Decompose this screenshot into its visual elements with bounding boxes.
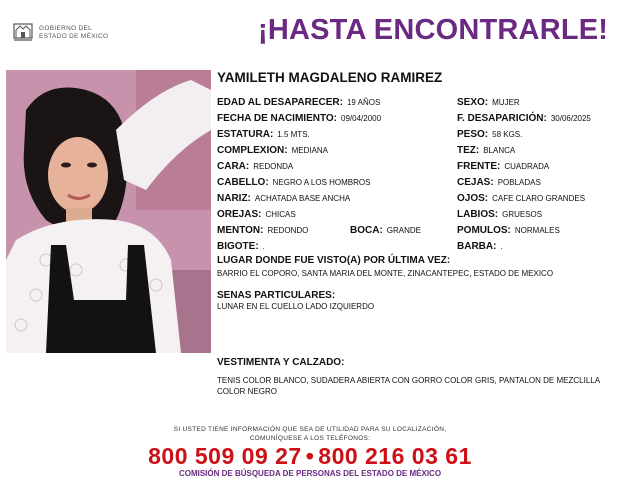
field-value: ACHATADA BASE ANCHA — [254, 194, 351, 203]
government-logo — [12, 20, 122, 46]
person-name: YAMILETH MAGDALENO RAMIREZ — [217, 70, 443, 85]
field-value: POBLADAS — [497, 178, 541, 187]
field-menton — [217, 223, 308, 237]
field-value: 1.5 MTS. — [277, 130, 310, 139]
field-cejas — [457, 175, 541, 189]
field-label: BIGOTE: — [217, 241, 259, 252]
field-value: CUADRADA — [504, 162, 550, 171]
field-value: MUJER — [492, 98, 520, 107]
field-label: COMPLEXION: — [217, 145, 288, 156]
field-label: LABIOS: — [457, 209, 499, 220]
field-value: MEDIANA — [291, 146, 329, 155]
phone-separator: • — [305, 443, 315, 469]
field-label: SEXO: — [457, 97, 489, 108]
field-estatura — [217, 127, 310, 141]
field-cara — [217, 159, 293, 173]
field-label: EDAD AL DESAPARECER: — [217, 97, 343, 108]
clothing-value: TENIS COLOR BLANCO, SUDADERA ABIERTA CON GORRO COLOR GRIS, PANTALON DE MEZCLILLA COLOR NEGRO — [217, 376, 600, 396]
state-emblem-icon — [12, 20, 34, 42]
field-nacimiento — [217, 111, 381, 125]
field-desaparicion — [457, 111, 591, 125]
field-label: CABELLO: — [217, 177, 269, 188]
field-label: MENTON: — [217, 225, 264, 236]
field-value: . — [262, 242, 265, 251]
field-label: PESO: — [457, 129, 489, 140]
field-label: FRENTE: — [457, 161, 501, 172]
field-label: OREJAS: — [217, 209, 262, 220]
footer-note-line-1: SI USTED TIENE INFORMACIÓN QUE SEA DE UTILIDAD PARA SU LOCALIZACIÓN, — [173, 426, 447, 433]
field-barba — [457, 239, 503, 253]
phone-number-1[interactable]: 800 509 09 27 — [148, 443, 302, 469]
clothing-title: VESTIMENTA Y CALZADO: — [217, 357, 345, 368]
field-labios — [457, 207, 542, 221]
commission-name: COMISIÓN DE BÚSQUEDA DE PERSONAS DEL ESTADO DE MÉXICO — [178, 469, 442, 478]
field-value: BLANCA — [483, 146, 516, 155]
field-peso — [457, 127, 522, 141]
headline: ¡HASTA ENCONTRARLE! — [258, 14, 609, 46]
field-label: NARIZ: — [217, 193, 251, 204]
field-cabello — [217, 175, 370, 189]
field-value: GRANDE — [386, 226, 422, 235]
field-bigote — [217, 239, 265, 253]
field-boca — [350, 223, 421, 237]
field-value: REDONDO — [267, 226, 309, 235]
last-seen-title: LUGAR DONDE FUE VISTO(A) POR ÚLTIMA VEZ: — [217, 255, 451, 266]
field-label: FECHA DE NACIMIENTO: — [217, 113, 337, 124]
field-orejas — [217, 207, 296, 221]
field-value: CAFE CLARO GRANDES — [492, 194, 586, 203]
footer-note-line-2: COMUNÍQUESE A LOS TELÉFONOS: — [249, 435, 371, 442]
phone-numbers — [0, 443, 620, 470]
field-pomulos — [457, 223, 560, 237]
field-value: NEGRO A LOS HOMBROS — [272, 178, 371, 187]
field-tez — [457, 143, 515, 157]
field-label: BARBA: — [457, 241, 497, 252]
phone-number-2[interactable]: 800 216 03 61 — [318, 443, 472, 469]
person-photo — [6, 70, 211, 353]
last-seen-value: BARRIO EL COPORO, SANTA MARIA DEL MONTE, ZINACANTEPEC, ESTADO DE MEXICO — [217, 269, 554, 278]
logo-line-2: ESTADO DE MÉXICO — [39, 33, 109, 40]
field-value: . — [500, 242, 503, 251]
field-value: GRUESOS — [502, 210, 543, 219]
field-sexo — [457, 95, 520, 109]
field-value: 09/04/2000 — [341, 114, 382, 123]
field-value: 30/06/2025 — [550, 114, 591, 123]
field-label: CARA: — [217, 161, 250, 172]
field-value: 58 KGS. — [492, 130, 523, 139]
field-label: F. DESAPARICIÓN: — [457, 113, 547, 124]
field-edad — [217, 95, 380, 109]
field-nariz — [217, 191, 350, 205]
field-value: NORMALES — [514, 226, 560, 235]
field-ojos — [457, 191, 585, 205]
field-label: TEZ: — [457, 145, 480, 156]
field-value: CHICAS — [265, 210, 296, 219]
field-label: ESTATURA: — [217, 129, 274, 140]
field-label: BOCA: — [350, 225, 383, 236]
field-value: REDONDA — [253, 162, 294, 171]
field-label: POMULOS: — [457, 225, 511, 236]
field-value: 19 AÑOS — [346, 98, 381, 107]
logo-line-1: GOBIERNO DEL — [39, 25, 93, 32]
field-label: OJOS: — [457, 193, 489, 204]
marks-title: SENAS PARTICULARES: — [217, 290, 336, 301]
field-complexion — [217, 143, 328, 157]
field-label: CEJAS: — [457, 177, 494, 188]
marks-value: LUNAR EN EL CUELLO LADO IZQUIERDO — [217, 302, 375, 311]
field-frente — [457, 159, 549, 173]
